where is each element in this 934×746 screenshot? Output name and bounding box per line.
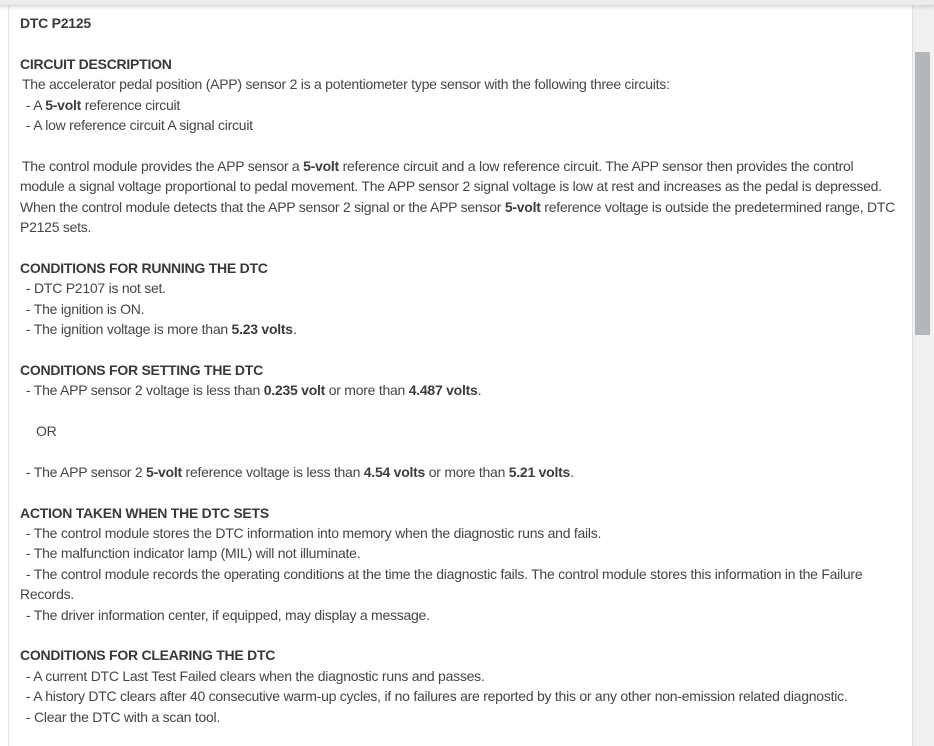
section-heading (20, 258, 900, 278)
bold-text: 5-volt (504, 198, 541, 215)
top-edge-shadow (0, 0, 934, 6)
bullet-item (20, 707, 900, 727)
spacer (20, 135, 900, 155)
section-heading (20, 360, 900, 380)
bold-text: 4.487 volts (408, 382, 478, 399)
text-run: DTC P2125 (20, 15, 91, 31)
bullet-item (20, 278, 900, 298)
bullet-item (20, 319, 900, 339)
text-run: CONDITIONS FOR RUNNING THE DTC (20, 259, 268, 276)
text-run: - A low reference circuit A signal circuit (26, 117, 253, 134)
paragraph (20, 74, 900, 94)
paragraph (20, 156, 900, 238)
text-run: or more than (325, 382, 409, 399)
text-run: ACTION TAKEN WHEN THE DTC SETS (20, 504, 269, 521)
text-run: - The driver information center, if equipped, may display a message. (26, 606, 430, 623)
text-run: . (292, 321, 297, 338)
section-heading (20, 503, 900, 523)
text-run: CIRCUIT DESCRIPTION (20, 55, 172, 72)
bullet-item (20, 115, 900, 135)
text-run: - The ignition is ON. (26, 300, 145, 317)
bold-text: 5.23 volts (231, 321, 293, 338)
bold-text: 0.235 volt (263, 382, 326, 399)
bullet-item (20, 299, 900, 319)
section-heading (20, 54, 900, 74)
text-run: CONDITIONS FOR SETTING THE DTC (20, 361, 263, 378)
text-run: - The malfunction indicator lamp (MIL) will not illuminate. (26, 545, 361, 562)
text-run: - Clear the DTC with a scan tool. (26, 708, 221, 725)
text-run: - The ignition voltage is more than (26, 321, 232, 338)
bullet-item (20, 523, 900, 543)
text-run: - The APP sensor 2 (26, 463, 147, 480)
text-run: or more than (425, 463, 509, 480)
bullet-item (20, 543, 900, 563)
bullet-item (20, 686, 900, 706)
text-run: reference voltage is less than (181, 463, 364, 480)
text-run: - A history DTC clears after 40 consecutive warm-up cycles, if no failures are reported by this or any other non-emission related diagnostic. (26, 688, 848, 705)
spacer (20, 625, 900, 645)
text-run: - A current DTC Last Test Failed clears when the diagnostic runs and passes. (26, 667, 485, 684)
bullet-item (20, 380, 900, 400)
section-heading (20, 13, 900, 33)
bullet-item (20, 666, 900, 686)
text-run: OR (36, 423, 57, 440)
spacer (20, 33, 900, 53)
text-run: reference circuit and a low reference circuit. The APP sensor then provides the control module a signal voltage proportional to pedal movement. The APP sensor 2 signal voltage is low at rest and increases as the pedal is depressed. When the control module detects that the APP sensor 2 signal or the APP sensor (20, 157, 882, 215)
bold-text: 5-volt (303, 157, 339, 174)
text-run: CONDITIONS FOR CLEARING THE DTC (20, 647, 276, 664)
or-label (20, 421, 900, 441)
bullet-item (20, 462, 900, 482)
section-heading (20, 645, 900, 665)
vertical-scrollbar[interactable] (912, 0, 934, 746)
text-run: The accelerator pedal position (APP) sensor 2 is a potentiometer type sensor with the following three circuits: (22, 76, 670, 93)
bold-text: 5-volt (45, 96, 82, 113)
text-run: reference circuit (81, 96, 181, 113)
scrollbar-thumb[interactable] (915, 52, 930, 335)
text-run: . (570, 463, 574, 480)
spacer (20, 339, 900, 359)
bullet-item (20, 605, 900, 625)
document-panel (8, 6, 912, 746)
text-run: - The control module stores the DTC information into memory when the diagnostic runs and fails. (26, 525, 602, 542)
text-run: The control module provides the APP sensor a (22, 157, 304, 174)
bullet-item (20, 95, 900, 115)
document-content (9, 6, 912, 727)
bold-text: 5-volt (146, 463, 182, 480)
text-run: - A (26, 96, 46, 113)
text-run: - The control module records the operating conditions at the time the diagnostic fails. The control module stores this information in the Failure Records. (20, 565, 863, 603)
spacer (20, 482, 900, 502)
bullet-item (20, 564, 900, 605)
text-run: - DTC P2107 is not set. (26, 280, 166, 297)
text-run: - The APP sensor 2 voltage is less than (26, 382, 264, 399)
text-run: reference voltage is outside the predetermined range, DTC P2125 sets. (20, 198, 896, 236)
bold-text: 5.21 volts (508, 463, 571, 480)
bold-text: 4.54 volts (363, 463, 426, 480)
spacer (20, 441, 900, 461)
text-run: . (477, 382, 482, 399)
spacer (20, 401, 900, 421)
spacer (20, 237, 900, 257)
